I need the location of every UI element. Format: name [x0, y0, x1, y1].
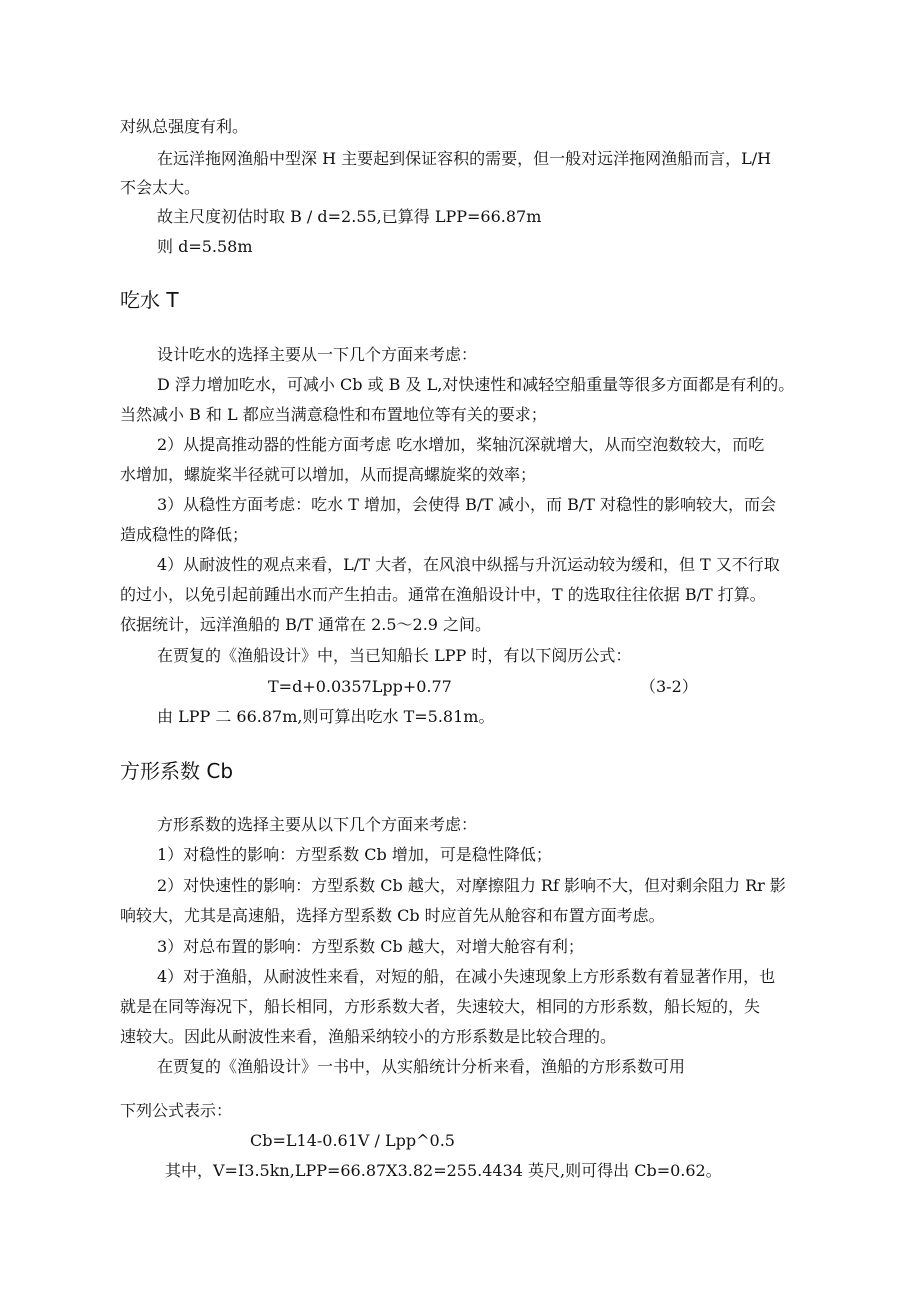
cb-line-10: 下列公式表示： [120, 1101, 233, 1120]
draft-formula-number: （3-2） [640, 677, 698, 696]
cb-line-7: 就是在同等海况下，船长相同，方形系数大者，失速较大，相同的方形系数，船长短的，失 [120, 997, 761, 1016]
draft-line-5: 水增加，螺旋桨半径就可以增加，从而提高螺旋桨的效率； [120, 465, 537, 484]
cb-line-3: 2）对快速性的影响：方型系数 Cb 越大，对摩擦阻力 Rf 影响不大，但对剩余阻力 Rr 影 [157, 876, 786, 895]
cb-formula: Cb=L14-0.61V / Lpp^0.5 [250, 1131, 455, 1150]
draft-line-8: 4）从耐波性的观点来看，L/T 大者，在风浪中纵摇与升沉运动较为缓和，但 T 又不行取 [157, 555, 780, 574]
draft-line-9: 的过小，以免引起前踵出水而产生拍击。通常在渔船设计中，T 的选取往往依据 B/T 打算。 [120, 585, 766, 604]
cb-line-2: 1）对稳性的影响：方型系数 Cb 增加，可是稳性降低； [157, 845, 552, 864]
top-line-1: 对纵总强度有利。 [120, 117, 249, 136]
cb-line-9: 在贾复的《渔船设计》一书中，从实船统计分析来看，渔船的方形系数可用 [157, 1057, 686, 1076]
cb-line-8: 速较大。因此从耐波性来看，渔船采纳较小的方形系数是比较合理的。 [120, 1027, 617, 1046]
top-line-5: 则 d=5.58m [157, 237, 253, 256]
top-line-3: 不会太大。 [120, 178, 201, 197]
cb-line-5: 3）对总布置的影响：方型系数 Cb 越大，对增大舱容有利； [157, 937, 584, 956]
draft-line-1: 设计吃水的选择主要从一下几个方面来考虑： [157, 345, 478, 364]
cb-line-4: 响较大，尤其是高速船，选择方型系数 Cb 时应首先从舱容和布置方面考虑。 [120, 906, 665, 925]
draft-line-4: 2）从提高推动器的性能方面考虑 吃水增加，桨轴沉深就增大，从而空泡数较大，而吃 [157, 435, 765, 454]
top-line-4: 故主尺度初估时取 B / d=2.55,已算得 LPP=66.87m [157, 207, 542, 226]
draft-line-7: 造成稳性的降低； [120, 525, 249, 544]
section-heading-block-coefficient: 方形系数 Cb [120, 759, 234, 783]
draft-formula: T=d+0.0357Lpp+0.77 [268, 677, 452, 696]
cb-line-1: 方形系数的选择主要从以下几个方面来考虑： [157, 815, 478, 834]
draft-line-12: 由 LPP 二 66.87m,则可算出吃水 T=5.81m。 [157, 707, 495, 726]
top-line-2: 在远洋拖网渔船中型深 H 主要起到保证容积的需要，但一般对远洋拖网渔船而言，L/H [157, 149, 772, 168]
draft-line-11: 在贾复的《渔船设计》中，当已知船长 LPP 时，有以下阅历公式： [157, 646, 632, 665]
draft-line-6: 3）从稳性方面考虑：吃水 T 增加，会使得 B/T 减小，而 B/T 对稳性的影响较大，而会 [157, 495, 777, 514]
cb-line-6: 4）对于渔船，从耐波性来看，对短的船，在减小失速现象上方形系数有着显著作用，也 [157, 967, 776, 986]
section-heading-draft: 吃水 T [120, 288, 179, 312]
draft-line-3: 当然减小 B 和 L 都应当满意稳性和布置地位等有关的要求； [120, 405, 547, 424]
draft-line-2: D 浮力增加吃水，可减小 Cb 或 B 及 L,对快速性和减轻空船重量等很多方面都是有利的。 [157, 375, 795, 394]
draft-line-10: 依据统计，远洋渔船的 B/T 通常在 2.5～2.9 之间。 [120, 615, 492, 634]
cb-line-11: 其中，V=I3.5kn,LPP=66.87X3.82=255.4434 英尺,则可得出 Cb=0.62。 [165, 1161, 722, 1180]
